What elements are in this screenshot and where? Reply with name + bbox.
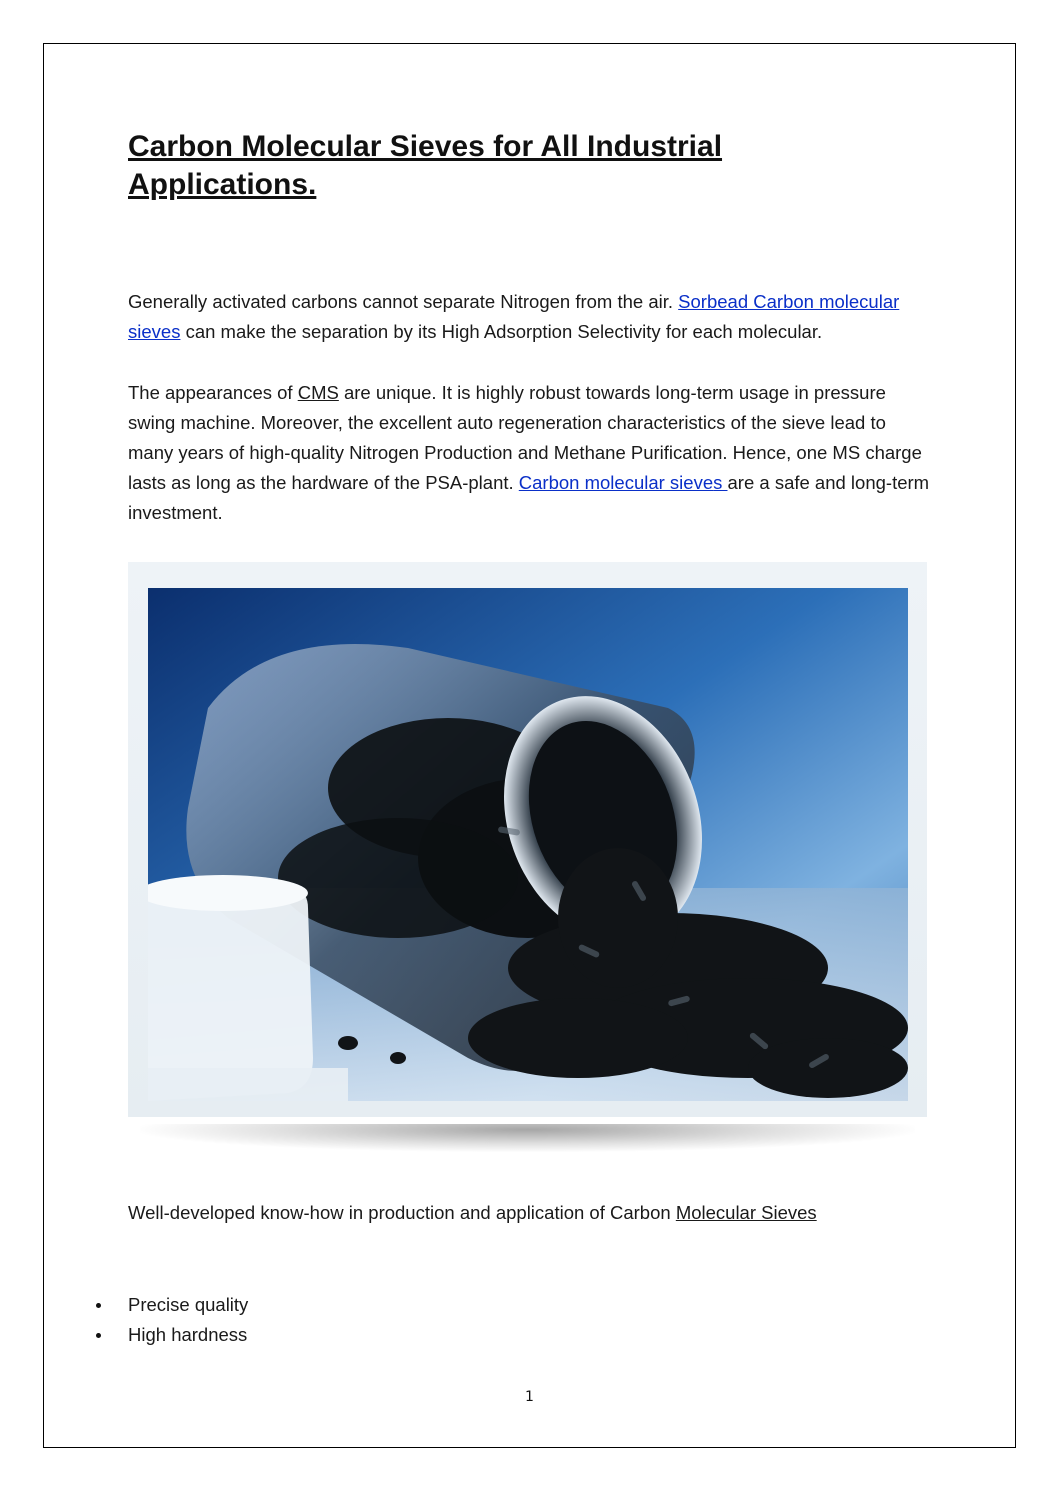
list-item — [90, 1290, 248, 1320]
carbon-molecular-sieve-link-text: Carbon molecular sieve — [518, 472, 714, 493]
molecular-sieves-underlined: Molecular Sieves — [675, 1202, 817, 1223]
intro-paragraph — [128, 287, 933, 347]
document-title: Carbon Molecular Sieves for All Industrial Applications. — [128, 130, 723, 201]
cms-text-end: are a safe and long-term investment. — [128, 472, 930, 523]
cms-text-start: The appearances of — [128, 382, 298, 403]
sorbead-cms-link[interactable]: Sorbead Carbon molecular sieves — [128, 291, 900, 342]
know-how-text: Well-developed know-how in production and application of Carbon — [128, 1202, 676, 1223]
carbon-molecular-sieve-link-tail: s — [713, 472, 728, 493]
intro-text-start: Generally activated carbons cannot separate Nitrogen from the air. — [128, 291, 679, 312]
intro-text-end: can make the separation by its High Adsorption Selectivity for each molecular. — [180, 321, 823, 342]
list-item — [90, 1320, 248, 1350]
bullet-icon — [96, 1333, 101, 1338]
list-item-label: High hardness — [128, 1324, 248, 1345]
carbon-pellets-jar-photo — [148, 588, 908, 1101]
feature-list — [90, 1290, 248, 1350]
carbon-molecular-sieve-link[interactable] — [519, 472, 728, 493]
know-how-paragraph — [128, 1198, 933, 1228]
list-item-label: Precise quality — [128, 1294, 249, 1315]
bullet-icon — [96, 1303, 101, 1308]
cms-underlined: CMS — [297, 382, 339, 403]
cms-text-middle: are unique. It is highly robust towards long-term usage in pressure swing machine. Moreover, the excellent auto regeneration characteristics of the sieve lead to many years of high-quality Nitrogen Production and Methane Purification. Hence, one MS charge lasts as long as the hardware of the PSA-plant. — [128, 382, 922, 493]
cms-paragraph — [128, 378, 933, 528]
photo-shadow — [140, 1124, 915, 1152]
page-number: 1 — [525, 1389, 534, 1405]
